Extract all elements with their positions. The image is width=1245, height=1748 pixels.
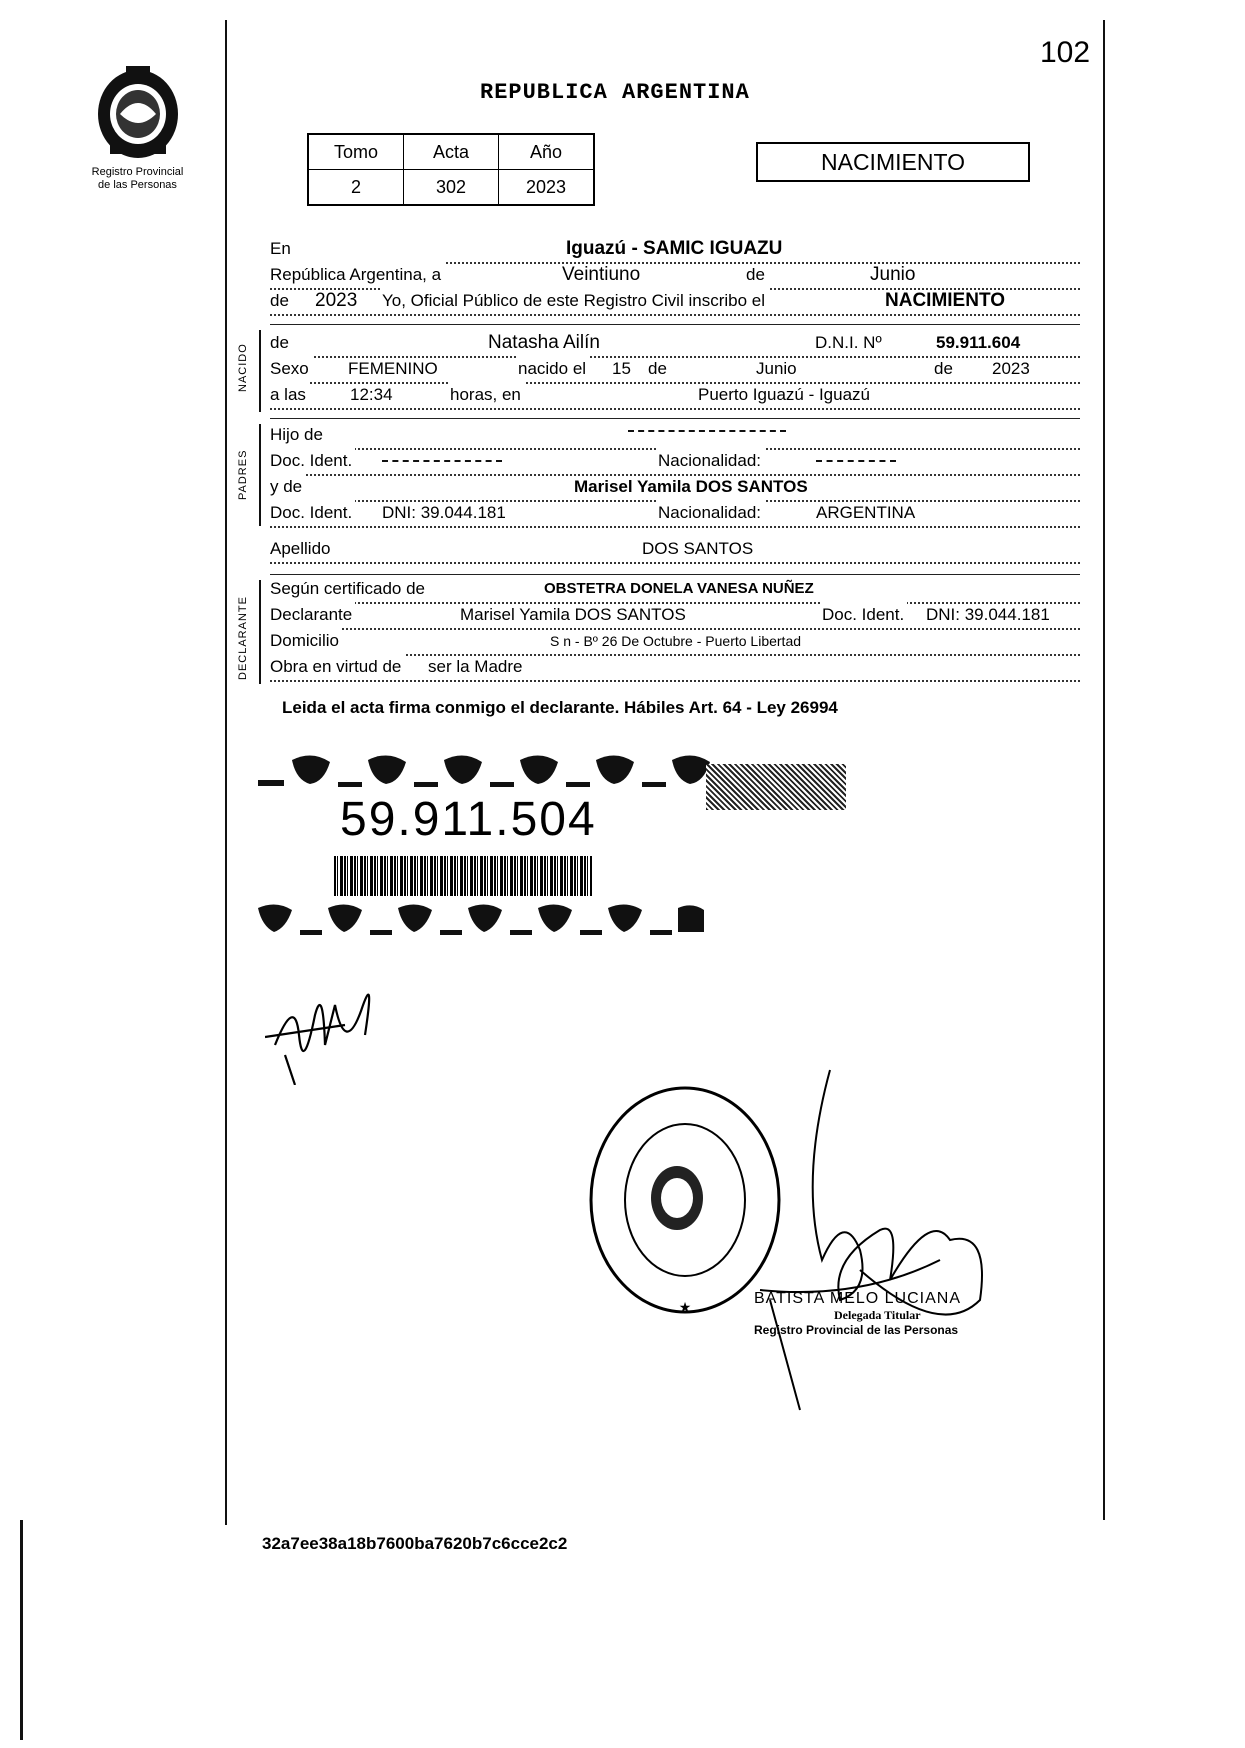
closing-statement: Leida el acta firma conmigo el declarante. Hábiles Art. 64 - Ley 26994 [282,698,838,717]
label-certificado: Según certificado de [270,576,428,602]
record-table-header: Acta [404,134,499,170]
record-table-cell: 2023 [499,170,595,206]
row-mother-doc [270,504,1080,530]
delegate-signature [740,1060,1040,1440]
label-republica: República Argentina, a [270,262,444,288]
label-statement: Yo, Oficial Público de este Registro Civil inscribo el [382,288,768,314]
blank-father-doc [382,460,502,462]
label-nacido-el: nacido el [518,356,589,382]
label-y-de: y de [270,474,305,500]
label-mother-doc-ident: Doc. Ident. [270,500,355,526]
section-divider [270,574,1080,575]
row-hora [270,386,1080,412]
label-de-year: de [270,291,289,310]
value-birth-place: Puerto Iguazú - Iguazú [698,385,871,404]
left-margin-line [225,20,227,1525]
label-mother-nacionalidad: Nacionalidad: [658,500,764,526]
record-table-header: Tomo [308,134,404,170]
label-hijo-de: Hijo de [270,422,326,448]
value-day-words: Veintiuno [562,264,641,285]
security-stamp [706,764,846,810]
province-coat-of-arms-icon [90,62,186,162]
label-de-name: de [270,330,292,356]
value-domicilio: S n - Bº 26 De Octubre - Puerto Libertad [550,633,802,649]
declarante-bar [259,580,261,684]
record-table-header: Año [499,134,595,170]
official-signature [265,975,395,1085]
logo-caption-line1: Registro Provincial [91,166,184,178]
security-pattern-bottom [258,904,708,940]
blank-father-line [628,430,786,432]
value-month: Junio [870,264,916,285]
barcode [334,856,592,896]
page-number: 102 [1040,36,1091,69]
label-a-las: a las [270,382,309,408]
value-child-name: Natasha Ailín [488,332,600,353]
section-divider [270,324,1080,325]
value-mother-nationality: ARGENTINA [816,503,916,522]
label-de-month: de [648,359,667,378]
signatory-role: Delegada Titular [834,1308,921,1322]
record-table-cell: 2 [308,170,404,206]
declarante-section-label: DECLARANTE [237,596,249,680]
value-birth-month: Junio [756,359,797,378]
document-hash: 32a7ee38a18b7600ba7620b7c6cce2c2 [262,1534,568,1553]
label-declarante-doc: Doc. Ident. [822,602,907,628]
label-doc-ident: Doc. Ident. [270,448,355,474]
value-obra: ser la Madre [428,657,523,676]
value-birth-year: 2023 [992,359,1030,378]
registry-logo [80,62,195,192]
label-declarante: Declarante [270,602,355,628]
label-horas-en: horas, en [450,382,524,408]
value-apellido: DOS SANTOS [642,539,754,558]
value-declarante-doc: DNI: 39.044.181 [926,605,1050,624]
label-obra: Obra en virtud de [270,654,404,680]
value-birth-day: 15 [612,359,631,378]
label-de: de [746,265,765,284]
logo-caption-line2: de las Personas [98,179,177,191]
label-nacionalidad: Nacionalidad: [658,448,764,474]
row-apellido [270,540,1080,566]
nacido-bar [259,330,261,412]
row-year-statement [270,292,1080,318]
record-type-box: NACIMIENTO [756,142,1030,182]
value-year: 2023 [315,290,358,311]
value-declarante: Marisel Yamila DOS SANTOS [460,605,686,624]
value-certificado: OBSTETRA DONELA VANESA NUÑEZ [544,580,814,597]
value-birth-time: 12:34 [350,385,393,404]
nacido-section-label: NACIDO [237,343,249,392]
svg-text:★: ★ [678,1299,692,1315]
signatory-name: BATISTA MELO LUCIANA [754,1290,962,1307]
value-mother-name: Marisel Yamila DOS SANTOS [574,477,808,496]
country-title: REPUBLICA ARGENTINA [480,80,750,105]
label-dni: D.N.I. Nº [815,330,885,356]
padres-bar [259,424,261,526]
value-act: NACIMIENTO [885,290,1005,311]
label-sexo: Sexo [270,356,312,382]
label-de-birth-year: de [934,359,953,378]
signature-block [754,1290,961,1337]
value-child-dni: 59.911.604 [936,333,1021,352]
signatory-org: Registro Provincial de las Personas [754,1323,959,1337]
left-edge-bar [20,1520,23,1740]
record-table [307,133,595,206]
value-place: Iguazú - SAMIC IGUAZU [566,238,783,259]
label-en: En [270,236,294,262]
row-obra [270,658,1080,684]
value-sexo: FEMENINO [348,359,438,378]
label-domicilio: Domicilio [270,628,342,654]
stamp-number: 59.911.504 [340,793,597,846]
padres-section-label: PADRES [237,449,249,500]
right-margin-line [1103,20,1105,1520]
record-table-cell: 302 [404,170,499,206]
blank-father-nationality [816,460,896,462]
label-apellido: Apellido [270,536,334,562]
value-mother-doc: DNI: 39.044.181 [382,503,506,522]
section-divider [270,418,1080,419]
